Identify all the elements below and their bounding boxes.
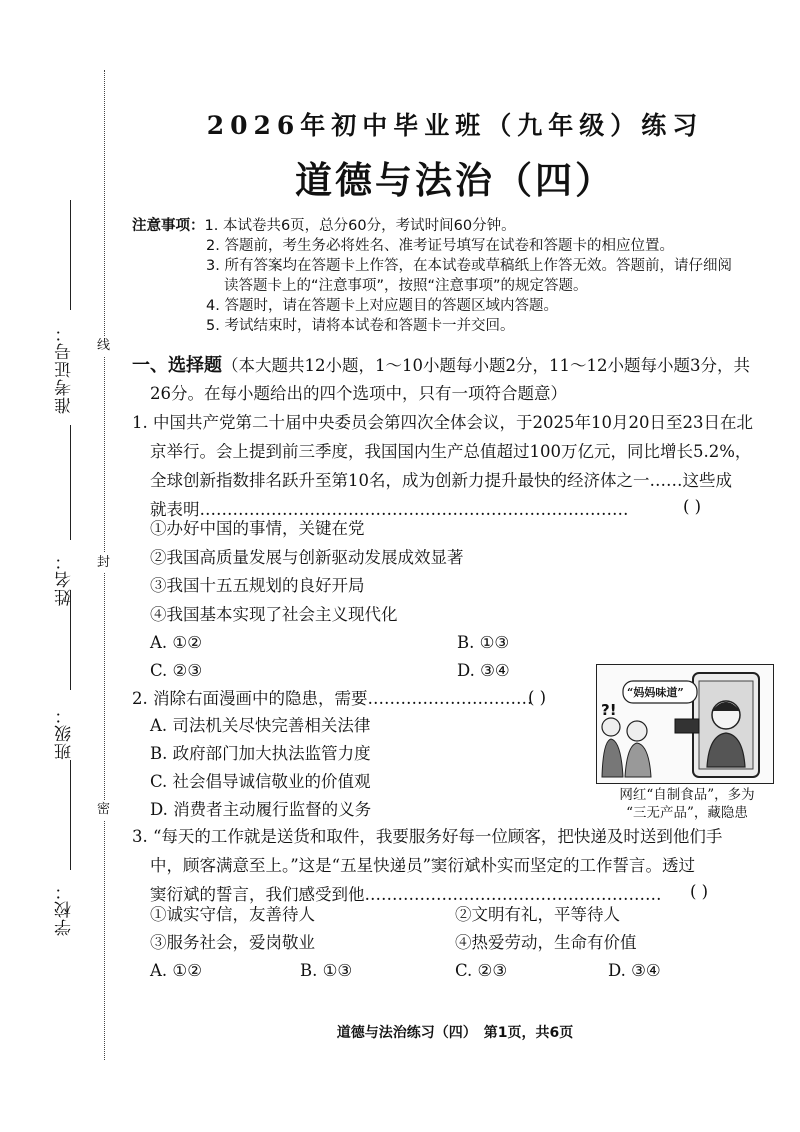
binding-word-xian: 线 bbox=[97, 336, 110, 356]
school-fill-line[interactable] bbox=[70, 760, 71, 870]
question-text: 全球创新指数排名跃升至第10名，成为创新力提升最快的经济体之一……这些成 bbox=[150, 471, 732, 490]
option-b[interactable]: B. ①③ bbox=[457, 633, 510, 652]
option-a[interactable]: A. 司法机关尽快完善相关法律 bbox=[150, 716, 371, 735]
option-d[interactable]: D. ③④ bbox=[608, 961, 661, 980]
answer-parenthesis[interactable]: ( ) bbox=[683, 497, 702, 516]
label-exam-id: 准考证号： bbox=[55, 324, 75, 414]
option-b[interactable]: B. ①③ bbox=[300, 961, 353, 980]
exam-title: 2026年初中毕业班（九年级）练习 bbox=[206, 111, 704, 140]
caption-line: 网红“自制食品”，多为 bbox=[619, 787, 755, 803]
label-name: 姓名： bbox=[55, 552, 75, 606]
question-3 bbox=[132, 822, 782, 909]
caption-line: “三无产品”，藏隐患 bbox=[626, 805, 748, 821]
notice-item: 读答题卡上的“注意事项”，按照“注意事项”的规定答题。 bbox=[224, 278, 588, 294]
section-desc: 26分。在每小题给出的四个选项中，只有一项符合题意） bbox=[150, 384, 567, 403]
statement: ④热爱劳动，生命有价值 bbox=[455, 933, 637, 952]
question-text: 中，顾客满意至上。”这是“五星快递员”窦衍斌朴实而坚定的工作誓言。透过 bbox=[150, 856, 696, 875]
binding-word-mi: 密 bbox=[97, 800, 110, 820]
statement: ③服务社会，爱岗敬业 bbox=[150, 933, 315, 952]
question-text: 就表明…………………………………………………………………… bbox=[150, 500, 629, 519]
page-footer: 道德与法治练习（四） 第1页，共6页 bbox=[336, 1025, 574, 1041]
section-heading bbox=[132, 352, 772, 408]
notice-item: 1. 本试卷共6页，总分60分，考试时间60分钟。 bbox=[204, 218, 516, 234]
section-desc: （本大题共12小题，1～10小题每小题2分，11～12小题每小题3分，共 bbox=[222, 356, 750, 375]
notice-heading: 注意事项： bbox=[132, 218, 205, 234]
cartoon-exclaim: ?! bbox=[601, 701, 617, 719]
answer-parenthesis[interactable]: ( ) bbox=[528, 688, 547, 707]
name-fill-line[interactable] bbox=[70, 425, 71, 540]
section-title: 一、选择题 bbox=[132, 355, 222, 376]
notice-block bbox=[132, 216, 732, 336]
statement: ①诚实守信，友善待人 bbox=[150, 905, 315, 924]
option-d[interactable]: D. 消费者主动履行监督的义务 bbox=[150, 800, 372, 819]
cartoon-bubble-text: “妈妈味道” bbox=[627, 686, 684, 699]
label-school: 学校： bbox=[55, 882, 75, 936]
question-2-stem: 2. 消除右面漫画中的隐患，需要………………………… bbox=[132, 689, 533, 708]
question-text: 窦衍斌的誓言，我们感受到他……………………………………………… bbox=[150, 885, 662, 904]
notice-item: 5. 考试结束时，请将本试卷和答题卡一并交回。 bbox=[206, 318, 515, 334]
exam-id-fill-line[interactable] bbox=[70, 200, 71, 310]
option-d[interactable]: D. ③④ bbox=[457, 661, 510, 680]
binding-word-feng: 封 bbox=[97, 553, 110, 573]
statement: ②文明有礼，平等待人 bbox=[455, 905, 620, 924]
label-class: 班级： bbox=[55, 706, 75, 760]
notice-item: 4. 答题时，请在答题卡上对应题目的答题区域内答题。 bbox=[206, 298, 558, 314]
option-c[interactable]: C. 社会倡导诚信敬业的价值观 bbox=[150, 772, 371, 791]
statement: ②我国高质量发展与创新驱动发展成效显著 bbox=[150, 548, 464, 567]
option-a[interactable]: A. ①② bbox=[150, 961, 202, 980]
question-text: 京举行。会上提到前三季度，我国国内生产总值超过100万亿元，同比增长5.2%， bbox=[150, 442, 752, 461]
question-text: 1. 中国共产党第二十届中央委员会第四次全体会议，于2025年10月20日至23日在北 bbox=[132, 413, 753, 432]
statement: ③我国十五五规划的良好开局 bbox=[150, 576, 365, 595]
option-a[interactable]: A. ①② bbox=[150, 633, 202, 652]
notice-item: 2. 答题前，考生务必将姓名、准考证号填写在试卷和答题卡的相应位置。 bbox=[206, 238, 674, 254]
option-c[interactable]: C. ②③ bbox=[150, 661, 203, 680]
statement: ①办好中国的事情，关键在党 bbox=[150, 519, 365, 538]
cartoon-image bbox=[596, 664, 774, 784]
exam-subject: 道德与法治（四） bbox=[295, 158, 615, 202]
answer-parenthesis[interactable]: ( ) bbox=[690, 882, 709, 901]
statement: ④我国基本实现了社会主义现代化 bbox=[150, 605, 398, 624]
question-text: 3. “每天的工作就是送货和取件，我要服务好每一位顾客，把快递及时送到他们手 bbox=[132, 827, 723, 846]
cartoon-drawing-icon bbox=[597, 665, 773, 783]
option-b[interactable]: B. 政府部门加大执法监管力度 bbox=[150, 744, 371, 763]
notice-item: 3. 所有答案均在答题卡上作答，在本试卷或草稿纸上作答无效。答题前，请仔细阅 bbox=[206, 258, 732, 274]
option-c[interactable]: C. ②③ bbox=[455, 961, 508, 980]
cartoon-caption bbox=[592, 786, 782, 822]
